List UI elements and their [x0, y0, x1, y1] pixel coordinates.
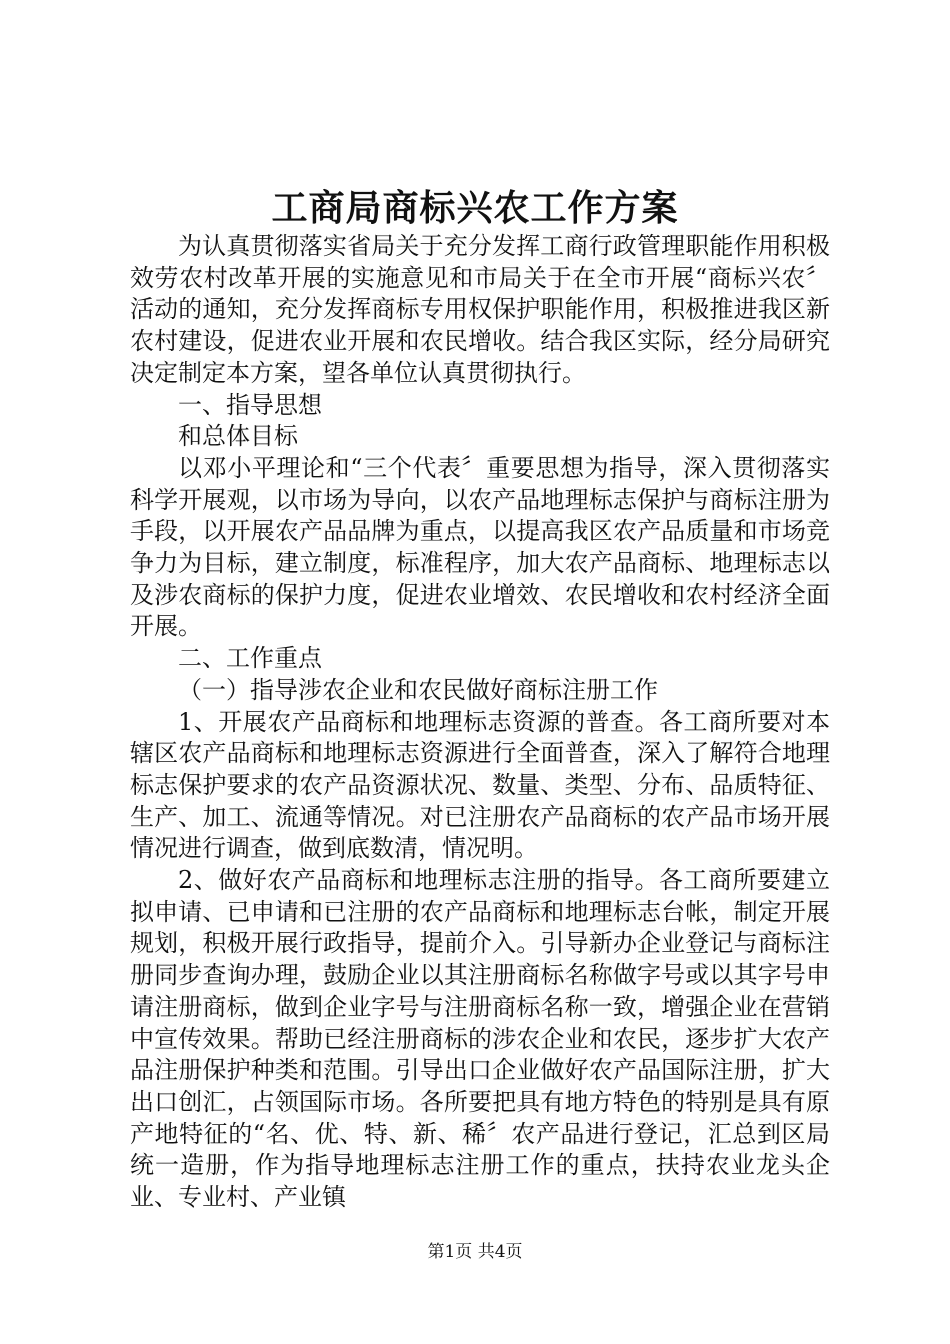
paragraph-intro: 为认真贯彻落实省局关于充分发挥工商行政管理职能作用积极效劳农村改革开展的实施意见和市局关于在全市开展“商标兴农〞活动的通知，充分发挥商标专用权保护职能作用，积极推进我区新农村建设，促进农业开展和农民增收。结合我区实际，经分局研究决定制定本方案，望各单位认真贯彻执行。: [130, 232, 830, 387]
page-footer: 第1页 共4页: [427, 1242, 523, 1262]
paragraph-guiding-thought: 以邓小平理论和“三个代表〞重要思想为指导，深入贯彻落实科学开展观，以市场为导向，以农产品地理标志保护与商标注册为手段，以开展农产品品牌为重点，以提高我区农产品质量和市场竞争力为目标，建立制度，标准程序，加大农产品商标、地理标志以及涉农商标的保护力度，促进农业增效、农民增收和农村经济全面开展。: [130, 453, 830, 641]
section-heading-guiding-thought: 一、指导思想: [178, 390, 322, 419]
document-title: 工商局商标兴农工作方案: [271, 187, 679, 229]
paragraph-item-1: 1、开展农产品商标和地理标志资源的普查。各工商所要对本辖区农产品商标和地理标志资源进行全面普查，深入了解符合地理标志保护要求的农产品资源状况、数量、类型、分布、品质特征、生产、加工、流通等情况。对已注册农产品商标的农产品市场开展情况进行调查，做到底数清，情况明。: [130, 707, 830, 863]
document-body: [130, 231, 830, 1214]
section-heading-work-focus: 二、工作重点: [178, 644, 322, 673]
subsection-heading-registration: （一）指导涉农企业和农民做好商标注册工作: [178, 675, 658, 704]
paragraph-item-2: 2、做好农产品商标和地理标志注册的指导。各工商所要建立拟申请、已申请和已注册的农产品商标和地理标志台帐，制定开展规划，积极开展行政指导，提前介入。引导新办企业登记与商标注册同步查询办理，鼓励企业以其注册商标名称做字号或以其字号申请注册商标，做到企业字号与注册商标名称一致，增强企业在营销中宣传效果。帮助已经注册商标的涉农企业和农民，逐步扩大农产品注册保护种类和范围。引导出口企业做好农产品国际注册，扩大出口创汇，占领国际市场。各所要把具有地方特色的特别是具有原产地特征的“名、优、特、新、稀〞农产品进行登记，汇总到区局统一造册，作为指导地理标志注册工作的重点，扶持农业龙头企业、专业村、产业镇: [130, 866, 830, 1212]
section-heading-overall-goal: 和总体目标: [178, 422, 298, 451]
